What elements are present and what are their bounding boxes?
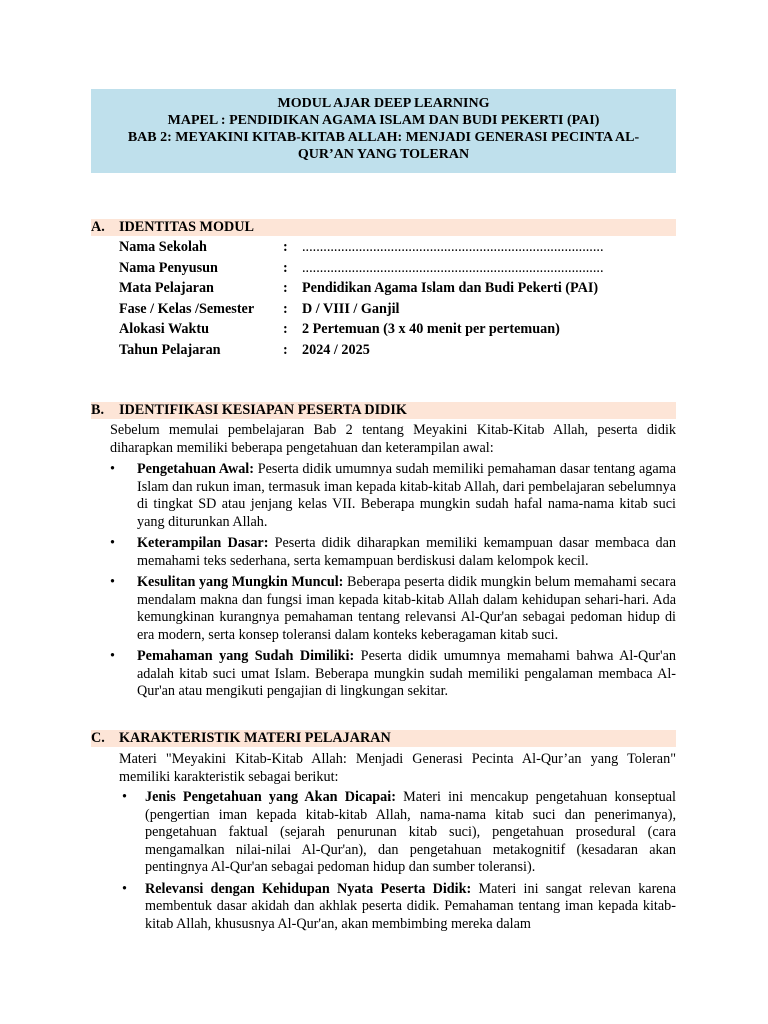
bullet-icon: •	[122, 789, 127, 805]
identity-value: D / VIII / Ganjil	[302, 300, 400, 317]
list-item-text: Peserta didik diharapkan memiliki kemampuan dasar membaca dan memahami teks sederhana, serta kemampuan berdiskusi dalam kelompok kecil.	[137, 535, 676, 569]
section-c-heading	[91, 730, 676, 747]
identity-label: Alokasi Waktu	[119, 321, 210, 338]
section-letter: B.	[91, 402, 105, 418]
section-letter: A.	[91, 219, 105, 235]
list-item	[122, 789, 676, 877]
module-chapter-line: BAB 2: MEYAKINI KITAB-KITAB ALLAH: MENJADI GENERASI PECINTA AL-	[127, 130, 640, 145]
list-item-text: Beberapa peserta didik mungkin belum memahami secara mendalam makna dan fungsi iman kepada kitab-kitab Allah dalam kehidupan sehari-hari. Ada kemungkinan kurangnya pemahaman tentang relevansi Al-Qur'an sebagai pedoman hidup di era modern, serta konsep toleransi dalam konteks keberagaman kitab suci.	[137, 574, 676, 643]
identity-label: Nama Penyusun	[119, 259, 218, 276]
list-item-text: Peserta didik umumnya sudah memiliki pemahaman dasar tentang agama Islam dan rukun iman, termasuk iman kepada kitab-kitab Allah, dari pembelajaran sebelumnya di tingkat SD atau jenjang kelas VII. Beberapa mungkin sudah hafal nama-nama kitab suci yang diturunkan Allah.	[137, 461, 676, 530]
list-item	[110, 535, 676, 570]
section-letter: C.	[91, 730, 105, 746]
identity-colon: :	[283, 280, 288, 297]
section-c-list	[122, 789, 676, 937]
list-item-text: Peserta didik umumnya memahami bahwa Al-Qur'an adalah kitab suci umat Islam. Beberapa mungkin sudah memiliki pengalaman membaca Al-Qur'an atau mengikuti pengajian di lingkungan sekitar.	[137, 648, 676, 699]
list-item-term: Jenis Pengetahuan yang Akan Dicapai:	[145, 789, 396, 805]
identity-colon: :	[283, 259, 288, 276]
identity-value: 2024 / 2025	[302, 341, 370, 358]
list-item	[110, 648, 676, 701]
section-title: IDENTIFIKASI KESIAPAN PESERTA DIDIK	[119, 402, 407, 418]
identity-label: Tahun Pelajaran	[119, 341, 221, 358]
list-item-term: Keterampilan Dasar:	[137, 535, 269, 551]
bullet-icon: •	[110, 574, 115, 590]
bullet-icon: •	[122, 880, 127, 897]
list-item	[110, 574, 676, 644]
identity-label: Fase / Kelas /Semester	[119, 300, 255, 317]
list-item-term: Pemahaman yang Sudah Dimiliki:	[137, 648, 355, 664]
bullet-icon: •	[110, 461, 115, 477]
section-b-intro: Sebelum memulai pembelajaran Bab 2 tentang Meyakini Kitab-Kitab Allah, peserta didik diharapkan memiliki beberapa pengetahuan dan keterampilan awal:	[110, 422, 676, 456]
identity-value-blank: .....................................................................................	[302, 259, 604, 276]
section-title: KARAKTERISTIK MATERI PELAJARAN	[119, 730, 391, 746]
bullet-icon: •	[110, 535, 115, 551]
bullet-icon: •	[110, 648, 115, 664]
list-item	[110, 461, 676, 531]
identity-colon: :	[283, 300, 288, 317]
list-item-term: Kesulitan yang Mungkin Muncul:	[137, 574, 344, 590]
list-item-term: Pengetahuan Awal:	[137, 461, 254, 477]
identity-label: Mata Pelajaran	[119, 280, 214, 297]
list-item-term: Relevansi dengan Kehidupan Nyata Peserta Didik:	[145, 880, 472, 897]
module-chapter-line-cont: QUR’AN YANG TOLERAN	[297, 147, 470, 162]
section-b-heading	[91, 402, 676, 419]
identity-colon: :	[283, 341, 288, 358]
section-b-list	[110, 461, 676, 705]
section-a-heading	[91, 219, 676, 236]
identity-colon: :	[283, 321, 288, 338]
section-c-intro: Materi "Meyakini Kitab-Kitab Allah: Menjadi Generasi Pecinta Al-Qur’an yang Toleran" memiliki karakteristik sebagai berikut:	[119, 751, 676, 785]
identity-label: Nama Sekolah	[119, 239, 207, 255]
list-item-text: Materi ini sangat relevan karena membentuk dasar akidah dan akhlak peserta didik. Pemahaman tentang iman kepada kitab-kitab Allah, khususnya Al-Qur'an, akan membimbing mereka dalam	[145, 880, 676, 932]
identity-value-blank: .....................................................................................	[302, 239, 604, 255]
module-title-box	[91, 89, 676, 173]
module-subject-line: MAPEL : PENDIDIKAN AGAMA ISLAM DAN BUDI PEKERTI (PAI)	[167, 113, 600, 128]
section-title: IDENTITAS MODUL	[119, 219, 254, 235]
list-item-text: Materi ini mencakup pengetahuan konseptual (pengertian iman kepada kitab-kitab Allah, nama-nama kitab suci dan penerimanya), pengetahuan faktual (sejarah penurunan kitab suci), pengetahuan prosedural (cara mengamalkan nilai-nilai Al-Qur'an), dan pengetahuan metakognitif (kesadaran akan pentingnya Al-Qur'an sebagai pedoman hidup dan sumber toleransi).	[145, 789, 676, 875]
module-title-line1: MODUL AJAR DEEP LEARNING	[277, 96, 490, 111]
identity-value: Pendidikan Agama Islam dan Budi Pekerti (PAI)	[302, 280, 599, 297]
identity-value: 2 Pertemuan (3 x 40 menit per pertemuan)	[302, 321, 560, 338]
list-item	[122, 880, 676, 934]
identity-colon: :	[283, 239, 288, 255]
